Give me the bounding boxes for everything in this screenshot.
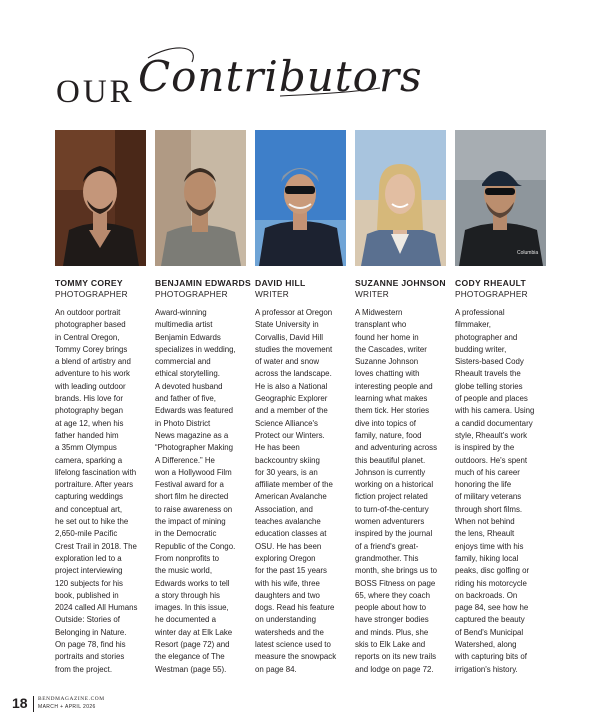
contributor-name: BENJAMIN EDWARDS bbox=[155, 278, 251, 288]
contributor-bio: A professional filmmaker, photographer and budding writer, Sisters-based Cody Rheault travels the globe telling stories of people and places with his camera. Using a candid documentary style, Rheault's work is inspired by the outdoors. He's spent much of his career honoring the life of military veterans through short films. When not behind the lens, Rheault enjoys time with his family, hiking local peaks, disc golfing or riding his motorcycle on backroads. On page 84, see how he captured the beauty of Bend's Municipal Watershed, along with capturing bits of irrigation's history. bbox=[455, 308, 535, 674]
contributor-column-3 bbox=[255, 278, 349, 676]
contributor-column-2 bbox=[155, 278, 249, 676]
contributor-name: CODY RHEAULT bbox=[455, 278, 527, 288]
svg-text:Columbia: Columbia bbox=[517, 250, 539, 256]
contributor-role: WRITER bbox=[355, 289, 389, 299]
page-footer bbox=[0, 690, 600, 725]
contributor-column-5 bbox=[455, 278, 549, 676]
site-url: BENDMAGAZINE.COM bbox=[38, 696, 105, 702]
portrait-tommy-corey bbox=[55, 130, 146, 266]
issue-date: MARCH + APRIL 2026 bbox=[38, 704, 96, 710]
contributor-column-4 bbox=[355, 278, 449, 676]
contributor-column-1 bbox=[55, 278, 149, 676]
contributor-role: WRITER bbox=[255, 289, 289, 299]
contributor-name: TOMMY COREY bbox=[55, 278, 123, 288]
portrait-david-hill bbox=[255, 130, 346, 266]
contributor-bio: A professor at Oregon State University in Corvallis, David Hill studies the movement of water and snow across the landscape. He is also a National Geographic Explorer and a member of the Science Alliance's Protect our Winters. He has been backcountry skiing for 30 years, is an affiliate member of the American Avalanche Association, and teaches avalanche education classes at OSU. He has been exploring Oregon for the past 15 years with his wife, three daughters and two dogs. Read his feature on understanding watersheds and the latest science used to measure the snowpack on page 84. bbox=[255, 308, 337, 674]
title-prefix: OUR bbox=[56, 74, 135, 110]
contributor-name: DAVID HILL bbox=[255, 278, 306, 288]
portrait-suzanne-johnson bbox=[355, 130, 446, 266]
page-header bbox=[0, 0, 600, 125]
title-script: Contributors bbox=[138, 52, 423, 101]
contributor-name: SUZANNE JOHNSON bbox=[355, 278, 446, 288]
footer-divider bbox=[33, 696, 34, 712]
contributor-bio: An outdoor portrait photographer based in Central Oregon, Tommy Corey brings a blend of artistry and adventure to his work with leading outdoor brands. His love for photography began at age 12, when his father handed him a 35mm Olympus camera, sparking a lifelong fascination with portraiture. After years capturing weddings and conceptual art, he set out to hike the 2,650-mile Pacific Crest Trail in 2018. The exploration led to a project interviewing 120 subjects for his book, published in 2024 called All Humans Outside: Stories of Belonging in Nature. On page 78, find his portraits and stories from the project. bbox=[55, 308, 138, 674]
page-number: 18 bbox=[12, 695, 28, 711]
contributor-role: PHOTOGRAPHER bbox=[455, 289, 528, 299]
contributor-bio: A Midwestern transplant who found her home in the Cascades, writer Suzanne Johnson loves chatting with interesting people and learning what makes them tick. Her stories dive into topics of family, nature, food and adventuring across this beautiful planet. Johnson is currently working on a historical fiction project related to turn-of-the-century women adventurers inspired by the journal of a friend's great- grandmother. This month, she brings us to BOSS Fitness on page 65, where they coach people about how to have stronger bodies and minds. Plus, she skis to Elk Lake and reports on its new trails and lodge on page 72. bbox=[355, 308, 438, 674]
contributor-role: PHOTOGRAPHER bbox=[155, 289, 228, 299]
portrait-cody-rheault bbox=[455, 130, 546, 266]
portrait-benjamin-edwards bbox=[155, 130, 246, 266]
contributor-role: PHOTOGRAPHER bbox=[55, 289, 128, 299]
contributor-bio: Award-winning multimedia artist Benjamin Edwards specializes in wedding, commercial and ethical storytelling. A devoted husband and father of five, Edwards was featured in Photo District News magazine as a “Photographer Making A Difference.” He won a Hollywood Film Festival award for a short film he directed to raise awareness on the impact of mining in the Democratic Republic of the Congo. From nonprofits to the music world, Edwards works to tell a story through his images. In this issue, he documented a winter day at Elk Lake Resort (page 72) and the elegance of The Westman (page 55). bbox=[155, 308, 236, 674]
